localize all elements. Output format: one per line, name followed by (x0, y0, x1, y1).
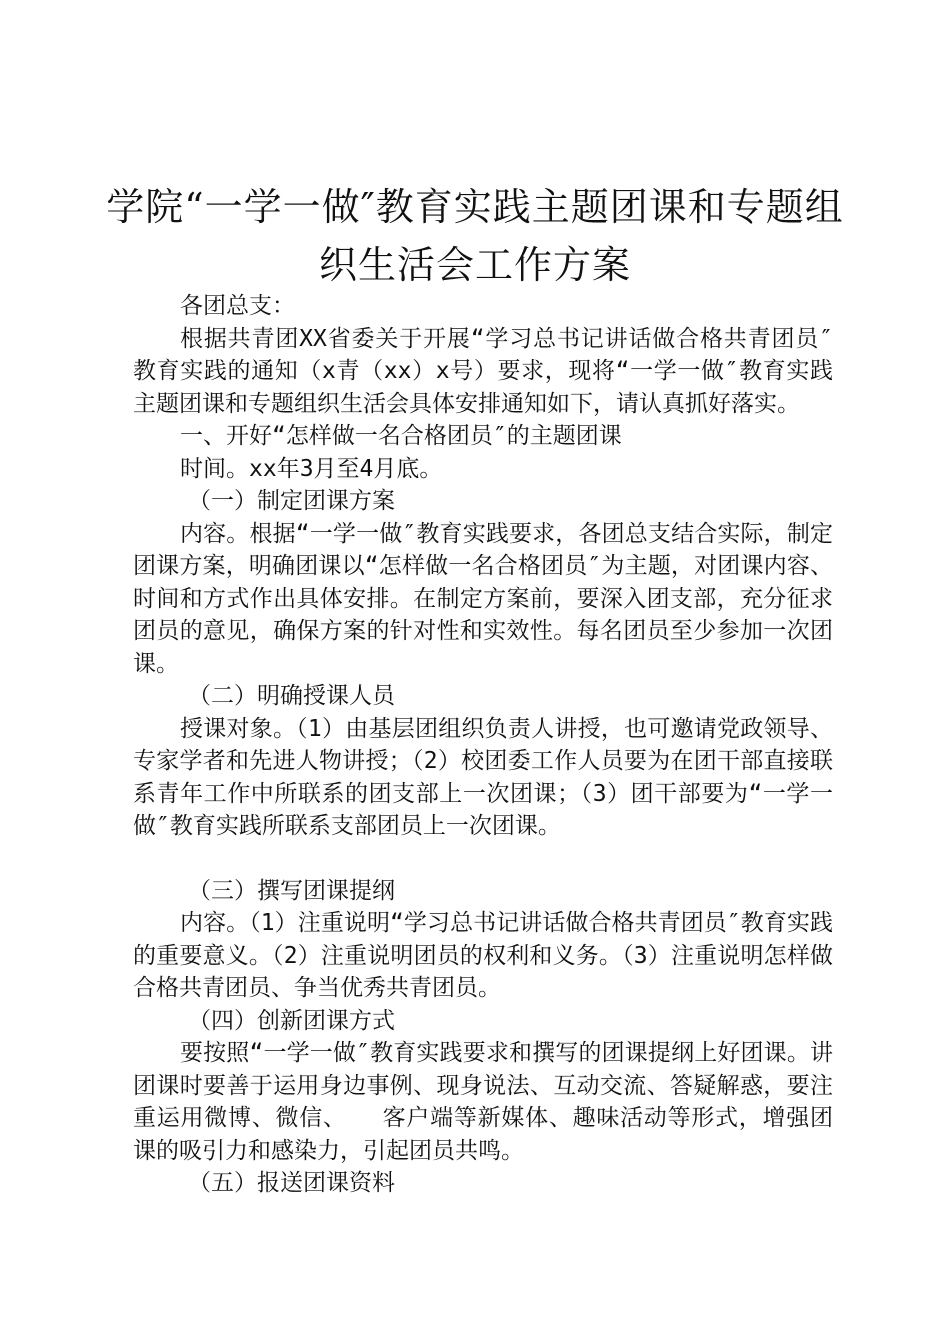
subsection-5-heading: （五）报送团课资料 (188, 1170, 395, 1196)
salutation: 各团总支： (180, 293, 295, 319)
document-body (133, 290, 833, 1200)
subsection-3-heading: （三）撰写团课提纲 (188, 877, 395, 904)
subsection-3-text: 内容。（1）注重说明“学习总书记讲话做合格共青团员″教育实践的重要意义。（2）注重说明团员的权利和义务。（3）注重说明怎样做合格共青团员、争当优秀共青团员。 (133, 910, 833, 1001)
subsection-2-heading: （二）明确授课人员 (188, 683, 395, 709)
section-1-time: 时间。xx年3月至4月底。 (180, 455, 443, 482)
document-title-line-1: 学院“一学一做″教育实践主题团课和专题组 (106, 185, 844, 229)
subsection-1-text: 内容。根据“一学一做″教育实践要求，各团总支结合实际，制定团课方案，明确团课以“怎样做一名合格团员″为主题，对团课内容、时间和方式作出具体安排。在制定方案前，要深入团支部，充分征求团员的意见，确保方案的针对性和实效性。每名团员至少参加一次团课。 (133, 520, 833, 677)
subsection-4-heading: （四）创新团课方式 (188, 1007, 395, 1034)
subsection-2-text: 授课对象。（1）由基层团组织负责人讲授，也可邀请党政领导、专家学者和先进人物讲授；（2）校团委工作人员要为在团干部直接联系青年工作中所联系的团支部上一次团课；（3）团干部要为“一学一做″教育实践所联系支部团员上一次团课。 (133, 715, 833, 839)
blank-line (133, 843, 833, 875)
subsection-1-heading: （一）制定团课方案 (188, 488, 395, 514)
intro-paragraph: 根据共青团XX省委关于开展“学习总书记讲话做合格共青团员″教育实践的通知（x青（xx）x号）要求，现将“一学一做″教育实践主题团课和专题组织生活会具体安排通知如下，请认真抓好落实。 (133, 325, 833, 417)
document-title-line-2: 织生活会工作方案 (318, 243, 631, 287)
subsection-4-text: 要按照“一学一做″教育实践要求和撰写的团课提纲上好团课。讲团课时要善于运用身边事例、现身说法、互动交流、答疑解惑，要注重运用微博、微信、 客户端等新媒体、趣味活动等形式，增强团课的吸引力和感染力，引起团员共鸣。 (133, 1040, 833, 1164)
section-1-heading: 一、开好“怎样做一名合格团员″的主题团课 (180, 423, 622, 449)
